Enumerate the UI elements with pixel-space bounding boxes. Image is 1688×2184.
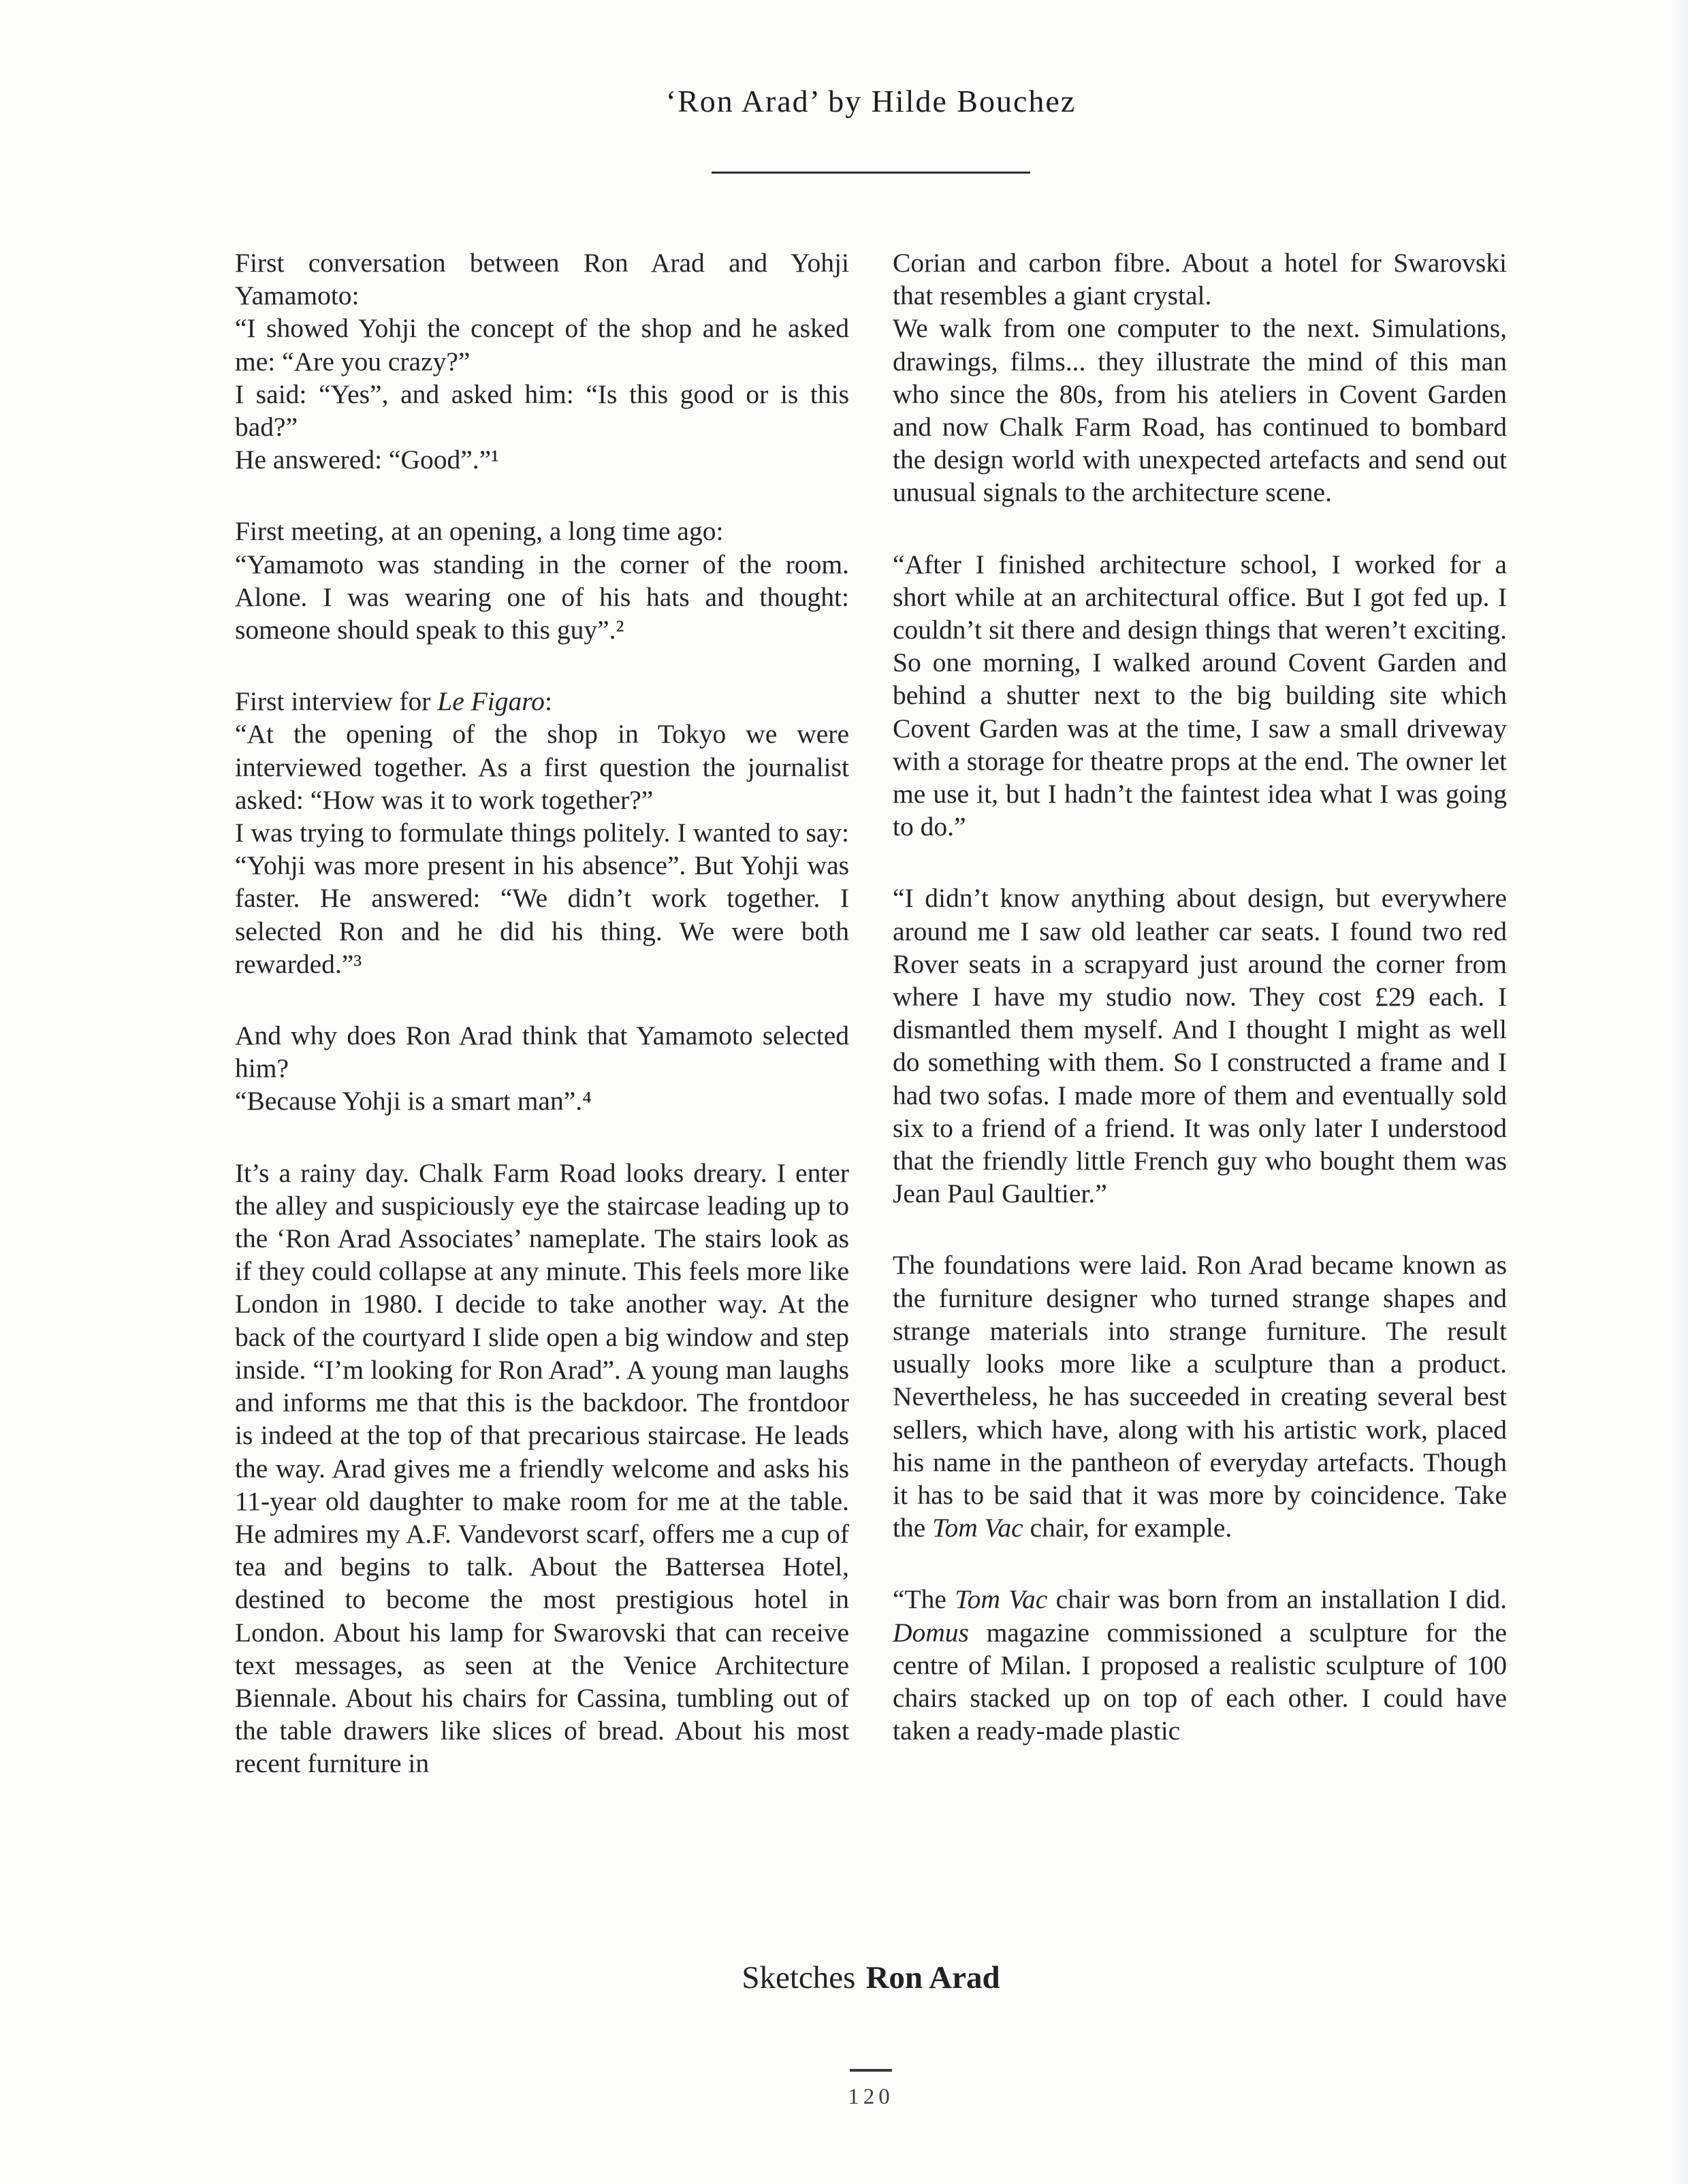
page-edge-shadow (1670, 0, 1688, 2184)
paragraph (893, 548, 1507, 844)
text-block (893, 548, 1507, 844)
text-run: “I didn’t know anything about design, but everywhere around me I saw old leather car seats. I found two red Rover seats in a scrapyard just around the corner from where I have my studio now. They cost £29 each. I dismantled them myself. And I thought I might as well do something with them. So I constructed a frame and I had two sofas. I made more of them and eventually sold six to a friend of a friend. It was only later I understood that the friendly little French guy who bought them was Jean Paul Gaultier.” (893, 883, 1507, 1209)
italic-text-run: Le Figaro (437, 686, 545, 717)
footer-caption-prefix: Sketches (742, 1960, 856, 1995)
text-block (893, 1249, 1507, 1544)
text-run: magazine commissioned a sculpture for the centre of Milan. I proposed a realistic sculpture of 100 chairs stacked up on top of each other. I could have taken a ready-made plastic (893, 1617, 1507, 1746)
paragraph (893, 882, 1507, 1210)
text-run: chair, for example. (1023, 1513, 1232, 1543)
text-run: I said: “Yes”, and asked him: “Is this good or is this bad?” (235, 379, 849, 443)
italic-text-run: Tom Vac (932, 1513, 1023, 1543)
text-block (235, 246, 849, 476)
content-area (235, 0, 1507, 2184)
page-title: ‘Ron Arad’ by Hilde Bouchez (665, 84, 1077, 118)
text-run: We walk from one computer to the next. Simulations, drawings, films... they illustrate the mind of this man who since the 80s, from his ateliers in Covent Garden and now Chalk Farm Road, has continued to bombard the design world with unexpected artefacts and send out unusual signals to the architecture scene. (893, 313, 1507, 508)
paragraph (235, 378, 849, 443)
text-run: I was trying to formulate things politely. I wanted to say: “Yohji was more present in his absence”. But Yohji was faster. He answered: “We didn’t work together. I selected Ron and he did his thing. We were both rewarded.”³ (235, 818, 849, 979)
paragraph (235, 1085, 849, 1117)
text-run: chair was born from an installation I did. (1047, 1584, 1507, 1615)
text-block (893, 1583, 1507, 1747)
text-run: First interview for (235, 686, 438, 717)
text-block (235, 1157, 849, 1780)
text-run: It’s a rainy day. Chalk Farm Road looks dreary. I enter the alley and suspiciously eye the staircase leading up to the ‘Ron Arad Associates’ nameplate. The stairs look as if they could collapse at any minute. This feels more like London in 1980. I decide to take another way. At the back of the courtyard I slide open a big window and step inside. “I’m looking for Ron Arad”. A young man laughs and informs me that this is the backdoor. The frontdoor is indeed at the top of that precarious staircase. He leads the way. Arad gives me a friendly welcome and asks his 11-year old daughter to make room for me at the table. He admires my A.F. Vandevorst scarf, offers me a cup of tea and begins to talk. About the Battersea Hotel, destined to become the most prestigious hotel in London. About his lamp for Swarovski that can receive text messages, as seen at the Venice Architecture Biennale. About his chairs for Cassina, tumbling out of the table drawers like slices of bread. About his most recent furniture in (235, 1157, 849, 1779)
text-block (235, 685, 849, 980)
title-divider-rule (712, 172, 1030, 174)
text-run: “Because Yohji is a smart man”.⁴ (235, 1086, 592, 1117)
text-run: First meeting, at an opening, a long time ago: (235, 516, 724, 547)
text-run: “I showed Yohji the concept of the shop and he asked me: “Are you crazy?” (235, 313, 849, 376)
left-column (235, 246, 849, 1780)
footer-caption (235, 1959, 1507, 1996)
text-block (235, 515, 849, 646)
paragraph (893, 1249, 1507, 1544)
text-run: “After I finished architecture school, I worked for a short while at an architectural office. But I got fed up. I couldn’t sit there and design things that weren’t exciting. So one morning, I walked around Covent Garden and behind a shutter next to the big building site which Covent Garden was at the time, I saw a small driveway with a storage for theatre props at the end. The owner let me use it, but I hadn’t the faintest idea what I was going to do.” (893, 549, 1507, 842)
text-block (893, 882, 1507, 1210)
text-run: “At the opening of the shop in Tokyo we were interviewed together. As a first question the journalist asked: “How was it to work together?” (235, 719, 849, 815)
text-run: Corian and carbon fibre. About a hotel for Swarovski that resembles a giant crystal. (893, 248, 1507, 311)
right-column (893, 246, 1507, 1780)
text-run: : (544, 686, 552, 717)
paragraph (235, 685, 849, 718)
text-run: He answered: “Good”.”¹ (235, 445, 500, 475)
paragraph (235, 718, 849, 816)
text-run: “Yamamoto was standing in the corner of the room. Alone. I was wearing one of his hats and thought: someone should speak to this guy”.² (235, 549, 849, 645)
text-run: “The (893, 1584, 955, 1615)
text-block (893, 246, 1507, 509)
text-run: First conversation between Ron Arad and Yohji Yamamoto: (235, 248, 849, 311)
article-columns (235, 246, 1507, 1780)
text-run: The foundations were laid. Ron Arad became known as the furniture designer who turned strange shapes and strange materials into strange furniture. The result usually looks more like a sculpture than a product. Nevertheless, he has succeeded in creating several best sellers, which have, along with his artistic work, placed his name in the pantheon of everyday artefacts. Though it has to be said that it was more by coincidence. Take the (893, 1250, 1507, 1543)
paragraph (235, 443, 849, 476)
paragraph (235, 312, 849, 377)
paragraph (235, 816, 849, 980)
paragraph (893, 246, 1507, 312)
text-block (235, 1019, 849, 1118)
page-number: 120 (848, 2085, 894, 2109)
footer-caption-name: Ron Arad (865, 1960, 1000, 1995)
paragraph (235, 246, 849, 312)
text-run: And why does Ron Arad think that Yamamoto selected him? (235, 1021, 849, 1084)
paragraph (235, 1019, 849, 1085)
italic-text-run: Tom Vac (955, 1584, 1048, 1615)
paragraph (235, 548, 849, 647)
italic-text-run: Domus (893, 1617, 969, 1648)
footer-divider-rule (850, 2069, 892, 2072)
paragraph (893, 312, 1507, 509)
paragraph (235, 1157, 849, 1780)
paragraph (235, 515, 849, 547)
paragraph (893, 1583, 1507, 1747)
